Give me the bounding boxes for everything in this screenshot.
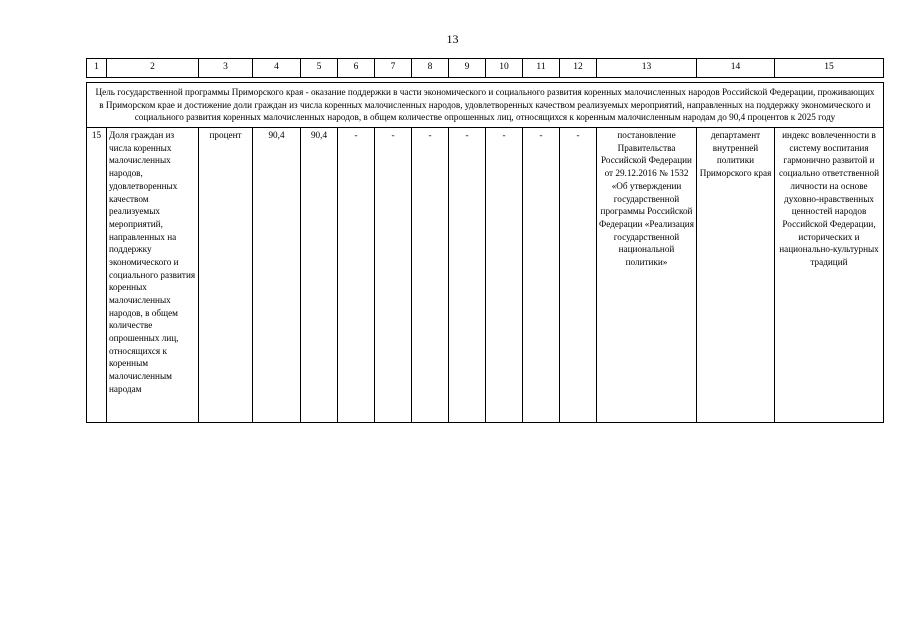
goal-row [87,83,884,128]
column-header: 3 [199,59,253,78]
program-goal: Цель государственной программы Приморского края - оказание поддержки в части экономического и социального развития коренных малочисленных народов Российской Федерации, проживающих в Приморском крае и достижение доли граждан из числа коренных малочисленных народов, удовлетворенных качеством реализуемых мероприятий, направленных на поддержку экономического и социального развития коренных малочисленных народов, в общем количестве опрошенных лиц, относящихся к коренным малочисленным народам до 90,4 процентов к 2025 году [87,83,884,128]
column-header: 14 [697,59,775,78]
indicator-index: индекс вовлеченности в систему воспитания гармонично развитой и социально ответственной личности на основе духовно-нравственных ценностей народов Российской Федерации, исторических и национально-культурных традиций [775,128,884,423]
column-header: 4 [253,59,301,78]
value-col-7: - [375,128,412,423]
table-row [87,128,884,423]
value-col-5: 90,4 [301,128,338,423]
value-col-8: - [412,128,449,423]
page-number: 13 [446,32,459,46]
row-number: 15 [87,128,107,423]
column-header: 12 [560,59,597,78]
value-col-9: - [449,128,486,423]
source-document: постановление Правительства Российской Федерации от 29.12.2016 № 1532 «Об утверждении государственной программы Российской Федерации «Реализация государственной национальной политики» [597,128,697,423]
column-header: 9 [449,59,486,78]
column-header: 1 [87,59,107,78]
column-header: 6 [338,59,375,78]
responsible-department: департамент внутренней политики Приморского края [697,128,775,423]
column-header: 8 [412,59,449,78]
column-header: 13 [597,59,697,78]
column-number-row [87,59,884,78]
value-col-12: - [560,128,597,423]
value-col-4: 90,4 [253,128,301,423]
value-col-11: - [523,128,560,423]
column-header: 15 [775,59,884,78]
indicator-name: Доля граждан из числа коренных малочисленных народов, удовлетворенных качеством реализуемых мероприятий, направленных на поддержку экономического и социального развития коренных малочисленных народов, в общем количестве опрошенных лиц, относящихся к коренным малочисленным народам [107,128,199,423]
value-col-10: - [486,128,523,423]
unit-cell: процент [199,128,253,423]
column-header: 7 [375,59,412,78]
value-col-6: - [338,128,375,423]
column-header: 11 [523,59,560,78]
column-header: 2 [107,59,199,78]
indicators-table [86,58,884,423]
column-header: 5 [301,59,338,78]
column-header: 10 [486,59,523,78]
